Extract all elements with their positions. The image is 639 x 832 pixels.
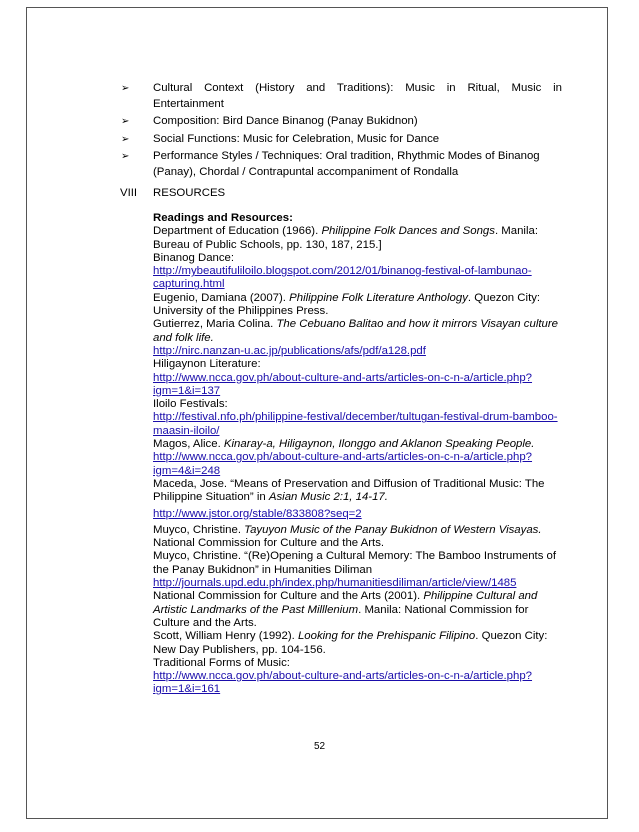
bullet-social-functions — [118, 132, 562, 148]
reference-text: Gutierrez, Maria Colina. — [153, 318, 277, 331]
reference-text: Eugenio, Damiana (2007). — [153, 291, 290, 304]
reference-entry — [153, 590, 567, 630]
reference-title: The Cebuano Balitao and how it mirrors Visayan culture and folk life. — [153, 318, 558, 344]
reference-title: Philippine Cultural and Artistic Landmarks of the Past Milllenium — [153, 590, 538, 616]
reference-text: Muyco, Christine. — [153, 523, 245, 536]
reference-text: Scott, William Henry (1992). — [153, 630, 298, 643]
resources-heading: Readings and Resources: — [153, 212, 293, 224]
reference-entry — [153, 630, 567, 657]
section-title: RESOURCES — [153, 187, 226, 199]
bullet-text: Performance Styles / Techniques: Oral tradition, Rhythmic Modes of Binanog — [153, 150, 540, 162]
page-number: 52 — [313, 741, 326, 752]
reference-link[interactable]: http://festival.nfo.ph/philippine-festival/december/tultugan-festival-drum-bamboo-maasin-iloilo/ — [153, 411, 558, 437]
reference-title: Tayuyon Music of the Panay Bukidnon of Western Visayas. — [244, 523, 542, 536]
reference-entry — [153, 398, 567, 438]
reference-label: Hiligaynon Literature: — [153, 358, 261, 371]
reference-title: Looking for the Prehispanic Filipino — [297, 630, 476, 643]
topic-bullet-list — [118, 81, 562, 182]
reference-text: . Manila: National Commission for Culture and the Arts. — [153, 603, 529, 629]
reference-text: Muyco, Christine. “(Re)Opening a Cultural Memory: The Bamboo Instruments of the Panay Bukidnon” in Humanities Diliman — [153, 550, 557, 576]
reference-text: . Manila: Bureau of Public Schools, pp. 130, 187, 215.] — [153, 225, 538, 251]
reference-link[interactable]: http://nirc.nanzan-u.ac.jp/publications/afs/pdf/a128.pdf — [153, 344, 426, 357]
reference-text: Magos, Alice. — [153, 438, 224, 451]
reference-text: Maceda, Jose. “Means of Preservation and Diffusion of Traditional Music: The Philippine Situation” in — [153, 477, 545, 504]
bullet-continuation — [118, 97, 562, 113]
bullet-continuation — [118, 165, 562, 181]
arrow-bullet-icon: ➢ — [121, 133, 130, 145]
reference-entry — [153, 524, 567, 551]
arrow-bullet-icon: ➢ — [121, 83, 130, 94]
reference-title: Asian Music 2:1, 14-17. — [268, 491, 388, 504]
reference-entry — [153, 550, 567, 590]
arrow-bullet-icon: ➢ — [121, 116, 130, 127]
reference-link[interactable]: http://mybeautifuliloilo.blogspot.com/2012/01/binanog-festival-of-lambunao-capturing.html — [153, 265, 532, 291]
reference-label: Iloilo Festivals: — [153, 398, 228, 411]
bullet-cultural-context — [118, 81, 562, 97]
reference-link[interactable]: http://journals.upd.edu.ph/index.php/humanitiesdiliman/article/view/1485 — [153, 577, 517, 590]
resources-list — [153, 212, 567, 697]
reference-entry — [153, 358, 567, 398]
reference-link[interactable]: http://www.ncca.gov.ph/about-culture-and-arts/articles-on-c-n-a/article.php?igm=4&i=248 — [153, 451, 533, 477]
bullet-text: Composition: Bird Dance Binanog (Panay Bukidnon) — [153, 115, 418, 127]
reference-title: Philippine Folk Dances and Songs — [321, 225, 495, 238]
reference-entry — [153, 438, 567, 478]
bullet-text: Cultural Context (History and Traditions): Music in Ritual, Music in — [153, 82, 562, 94]
reference-title: Philippine Folk Literature Anthology — [289, 291, 468, 304]
reference-text: . Quezon City: New Day Publishers, pp. 104-156. — [153, 630, 548, 656]
reference-text: National Commission for Culture and the Arts (2001). — [153, 590, 424, 603]
reference-text: Department of Education (1966). — [153, 225, 322, 238]
reference-title: Kinaray-a, Hiligaynon, Ilonggo and Aklanon Speaking People. — [223, 438, 535, 451]
section-number: VIII — [120, 187, 138, 199]
bullet-text: Social Functions: Music for Celebration, Music for Dance — [153, 132, 440, 145]
reference-link[interactable]: http://www.ncca.gov.ph/about-culture-and-arts/articles-on-c-n-a/article.php?igm=1&i=161 — [153, 670, 533, 696]
bullet-text: Entertainment — [153, 97, 224, 110]
reference-entry — [153, 225, 567, 252]
arrow-bullet-icon: ➢ — [121, 151, 130, 162]
reference-entry — [153, 292, 567, 319]
reference-text: National Commission for Culture and the Arts. — [153, 537, 385, 550]
bullet-text: (Panay), Chordal / Contrapuntal accompaniment of Rondalla — [153, 165, 459, 178]
reference-text: . Quezon City: University of the Philippines Press. — [153, 291, 541, 318]
reference-link[interactable]: http://www.ncca.gov.ph/about-culture-and-arts/articles-on-c-n-a/article.php?igm=1&i=137 — [153, 371, 533, 397]
reference-link[interactable]: http://www.jstor.org/stable/833808?seq=2 — [153, 507, 362, 520]
reference-entry — [153, 318, 567, 358]
reference-entry — [153, 252, 567, 292]
reference-entry — [153, 478, 567, 524]
bullet-performance-styles — [118, 149, 562, 165]
reference-label: Binanog Dance: — [153, 251, 235, 264]
bullet-composition — [118, 114, 562, 130]
reference-label: Traditional Forms of Music: — [153, 656, 290, 669]
reference-entry — [153, 657, 567, 697]
